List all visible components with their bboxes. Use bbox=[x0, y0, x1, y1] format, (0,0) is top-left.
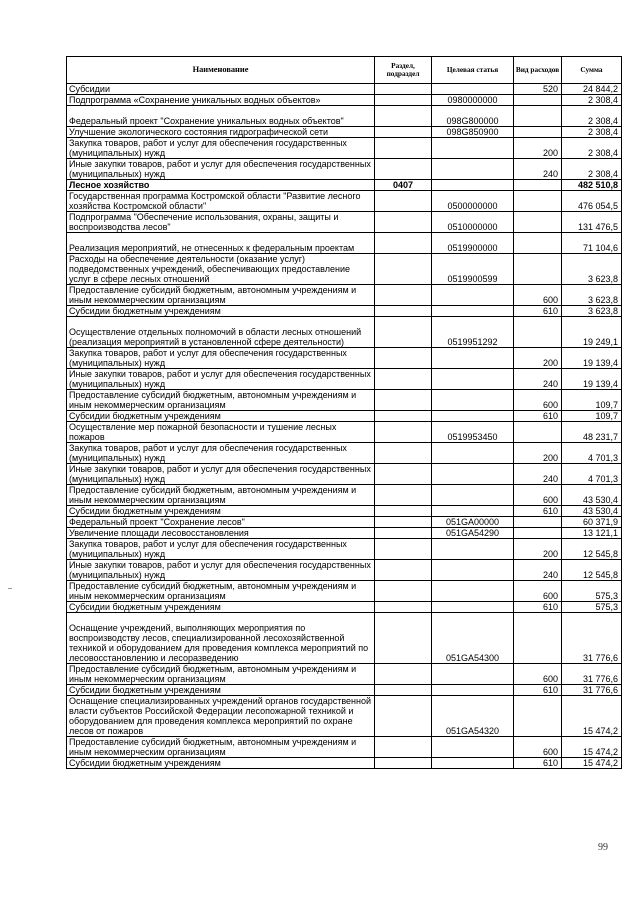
cell-name: Закупка товаров, работ и услуг для обеспечения государственных (муниципальных) нужд bbox=[67, 539, 375, 560]
cell-sum: 4 701,3 bbox=[562, 443, 622, 464]
table-row bbox=[67, 84, 622, 95]
cell-sum: 2 308,4 bbox=[562, 106, 622, 127]
table-row bbox=[67, 517, 622, 528]
cell-article: 0519953450 bbox=[432, 422, 514, 443]
cell-sum: 19 249,1 bbox=[562, 317, 622, 348]
cell-name: Субсидии бюджетным учреждениям bbox=[67, 411, 375, 422]
cell-section bbox=[375, 737, 432, 758]
cell-section bbox=[375, 191, 432, 212]
cell-type bbox=[514, 613, 562, 664]
cell-section bbox=[375, 422, 432, 443]
header-name: Наименование bbox=[67, 57, 375, 84]
cell-article bbox=[432, 560, 514, 581]
table-row bbox=[67, 159, 622, 180]
table-row bbox=[67, 369, 622, 390]
table-row bbox=[67, 422, 622, 443]
cell-type: 240 bbox=[514, 159, 562, 180]
cell-sum: 2 308,4 bbox=[562, 127, 622, 138]
cell-name: Улучшение экологического состояния гидрографической сети bbox=[67, 127, 375, 138]
cell-sum: 2 308,4 bbox=[562, 95, 622, 106]
header-row bbox=[67, 57, 622, 84]
cell-sum: 2 308,4 bbox=[562, 138, 622, 159]
header-section: Раздел, подраздел bbox=[375, 57, 432, 84]
cell-name: Осуществление мер пожарной безопасности и тушение лесных пожаров bbox=[67, 422, 375, 443]
cell-section bbox=[375, 517, 432, 528]
table-row bbox=[67, 560, 622, 581]
cell-sum: 24 844,2 bbox=[562, 84, 622, 95]
cell-name: Государственная программа Костромской области "Развитие лесного хозяйства Костромской области" bbox=[67, 191, 375, 212]
cell-section bbox=[375, 464, 432, 485]
cell-type: 200 bbox=[514, 348, 562, 369]
cell-type bbox=[514, 212, 562, 233]
cell-type: 610 bbox=[514, 506, 562, 517]
cell-section bbox=[375, 254, 432, 285]
cell-type bbox=[514, 517, 562, 528]
cell-article bbox=[432, 506, 514, 517]
cell-type bbox=[514, 95, 562, 106]
cell-section bbox=[375, 506, 432, 517]
cell-type: 200 bbox=[514, 539, 562, 560]
cell-sum: 60 371,9 bbox=[562, 517, 622, 528]
cell-name: Субсидии бюджетным учреждениям bbox=[67, 758, 375, 769]
cell-sum: 15 474,2 bbox=[562, 737, 622, 758]
cell-name: Субсидии bbox=[67, 84, 375, 95]
cell-sum: 12 545,8 bbox=[562, 560, 622, 581]
cell-sum: 43 530,4 bbox=[562, 485, 622, 506]
cell-type: 600 bbox=[514, 737, 562, 758]
cell-type: 600 bbox=[514, 581, 562, 602]
cell-sum: 13 121,1 bbox=[562, 528, 622, 539]
cell-section bbox=[375, 696, 432, 737]
cell-article: 051GA00000 bbox=[432, 517, 514, 528]
cell-name: Реализация мероприятий, не отнесенных к федеральным проектам bbox=[67, 233, 375, 254]
cell-sum: 109,7 bbox=[562, 411, 622, 422]
cell-section bbox=[375, 664, 432, 685]
cell-article: 051GA54290 bbox=[432, 528, 514, 539]
cell-name: Закупка товаров, работ и услуг для обеспечения государственных (муниципальных) нужд bbox=[67, 443, 375, 464]
cell-sum: 12 545,8 bbox=[562, 539, 622, 560]
table-row bbox=[67, 233, 622, 254]
cell-name: Субсидии бюджетным учреждениям bbox=[67, 685, 375, 696]
cell-section bbox=[375, 581, 432, 602]
cell-type: 200 bbox=[514, 443, 562, 464]
cell-section bbox=[375, 369, 432, 390]
cell-article: 098G800000 bbox=[432, 106, 514, 127]
cell-type: 600 bbox=[514, 664, 562, 685]
cell-article bbox=[432, 485, 514, 506]
cell-sum: 476 054,5 bbox=[562, 191, 622, 212]
page-number: 99 bbox=[598, 842, 608, 853]
cell-article bbox=[432, 306, 514, 317]
cell-type: 600 bbox=[514, 390, 562, 411]
cell-article bbox=[432, 180, 514, 191]
table-row bbox=[67, 180, 622, 191]
table-row bbox=[67, 506, 622, 517]
cell-sum: 31 776,6 bbox=[562, 685, 622, 696]
cell-sum: 71 104,6 bbox=[562, 233, 622, 254]
cell-section bbox=[375, 485, 432, 506]
cell-section bbox=[375, 212, 432, 233]
cell-name: Подпрограмма "Обеспечение использования, охраны, защиты и воспроизводства лесов" bbox=[67, 212, 375, 233]
budget-table bbox=[66, 56, 622, 769]
table-row bbox=[67, 106, 622, 127]
cell-type: 520 bbox=[514, 84, 562, 95]
table-row bbox=[67, 696, 622, 737]
cell-section bbox=[375, 602, 432, 613]
cell-article: 0980000000 bbox=[432, 95, 514, 106]
cell-type bbox=[514, 127, 562, 138]
cell-article bbox=[432, 664, 514, 685]
table-row bbox=[67, 685, 622, 696]
table-row bbox=[67, 138, 622, 159]
cell-article: 0510000000 bbox=[432, 212, 514, 233]
cell-article bbox=[432, 539, 514, 560]
cell-sum: 575,3 bbox=[562, 602, 622, 613]
cell-name: Закупка товаров, работ и услуг для обеспечения государственных (муниципальных) нужд bbox=[67, 138, 375, 159]
cell-type bbox=[514, 191, 562, 212]
cell-section bbox=[375, 159, 432, 180]
cell-article: 0519951292 bbox=[432, 317, 514, 348]
cell-type: 600 bbox=[514, 485, 562, 506]
cell-sum: 3 623,8 bbox=[562, 306, 622, 317]
cell-section bbox=[375, 233, 432, 254]
cell-sum: 15 474,2 bbox=[562, 696, 622, 737]
cell-type: 610 bbox=[514, 685, 562, 696]
cell-sum: 482 510,8 bbox=[562, 180, 622, 191]
cell-name: Субсидии бюджетным учреждениям bbox=[67, 506, 375, 517]
cell-section bbox=[375, 685, 432, 696]
cell-name: Федеральный проект "Сохранение лесов" bbox=[67, 517, 375, 528]
cell-section bbox=[375, 95, 432, 106]
cell-name: Оснащение специализированных учреждений органов государственной власти субъектов Российской Федерации лесопожарной техникой и оборудованием для проведения комплекса мероприятий по охране лесов от пожаров bbox=[67, 696, 375, 737]
cell-type: 610 bbox=[514, 411, 562, 422]
cell-sum: 4 701,3 bbox=[562, 464, 622, 485]
table-row bbox=[67, 528, 622, 539]
table-body bbox=[67, 84, 622, 769]
table-row bbox=[67, 212, 622, 233]
cell-name: Федеральный проект "Сохранение уникальных водных объектов" bbox=[67, 106, 375, 127]
table-row bbox=[67, 191, 622, 212]
cell-article: 0519900599 bbox=[432, 254, 514, 285]
cell-name: Подпрограмма «Сохранение уникальных водных объектов» bbox=[67, 95, 375, 106]
cell-article: 0500000000 bbox=[432, 191, 514, 212]
cell-type bbox=[514, 696, 562, 737]
cell-article bbox=[432, 138, 514, 159]
cell-name: Иные закупки товаров, работ и услуг для обеспечения государственных (муниципальных) нужд bbox=[67, 560, 375, 581]
cell-name: Осуществление отдельных полномочий в области лесных отношений (реализация мероприятий в установленной сфере деятельности) bbox=[67, 317, 375, 348]
table-row bbox=[67, 581, 622, 602]
table-row bbox=[67, 602, 622, 613]
cell-name: Предоставление субсидий бюджетным, автономным учреждениям и иным некоммерческим организациям bbox=[67, 737, 375, 758]
cell-article bbox=[432, 84, 514, 95]
cell-section bbox=[375, 348, 432, 369]
table-row bbox=[67, 285, 622, 306]
table-row bbox=[67, 664, 622, 685]
cell-section bbox=[375, 285, 432, 306]
margin-mark bbox=[8, 588, 12, 589]
cell-section bbox=[375, 84, 432, 95]
cell-name: Иные закупки товаров, работ и услуг для обеспечения государственных (муниципальных) нужд bbox=[67, 369, 375, 390]
cell-article bbox=[432, 464, 514, 485]
cell-section bbox=[375, 390, 432, 411]
cell-sum: 48 231,7 bbox=[562, 422, 622, 443]
cell-sum: 31 776,6 bbox=[562, 613, 622, 664]
cell-type: 240 bbox=[514, 464, 562, 485]
cell-section bbox=[375, 613, 432, 664]
cell-type: 240 bbox=[514, 369, 562, 390]
cell-article bbox=[432, 390, 514, 411]
cell-name: Лесное хозяйство bbox=[67, 180, 375, 191]
cell-article bbox=[432, 685, 514, 696]
cell-article bbox=[432, 369, 514, 390]
cell-name: Иные закупки товаров, работ и услуг для обеспечения государственных (муниципальных) нужд bbox=[67, 159, 375, 180]
cell-section bbox=[375, 127, 432, 138]
cell-type: 200 bbox=[514, 138, 562, 159]
cell-name: Предоставление субсидий бюджетным, автономным учреждениям и иным некоммерческим организациям bbox=[67, 485, 375, 506]
cell-article: 0519900000 bbox=[432, 233, 514, 254]
cell-sum: 19 139,4 bbox=[562, 369, 622, 390]
cell-sum: 131 476,5 bbox=[562, 212, 622, 233]
cell-type bbox=[514, 528, 562, 539]
cell-section bbox=[375, 106, 432, 127]
cell-name: Закупка товаров, работ и услуг для обеспечения государственных (муниципальных) нужд bbox=[67, 348, 375, 369]
cell-name: Субсидии бюджетным учреждениям bbox=[67, 306, 375, 317]
cell-sum: 3 623,8 bbox=[562, 285, 622, 306]
cell-article bbox=[432, 758, 514, 769]
cell-article bbox=[432, 443, 514, 464]
table-row bbox=[67, 464, 622, 485]
table-row bbox=[67, 95, 622, 106]
table-row bbox=[67, 411, 622, 422]
cell-sum: 3 623,8 bbox=[562, 254, 622, 285]
table-row bbox=[67, 127, 622, 138]
cell-name: Предоставление субсидий бюджетным, автономным учреждениям и иным некоммерческим организациям bbox=[67, 581, 375, 602]
cell-section bbox=[375, 317, 432, 348]
cell-section bbox=[375, 758, 432, 769]
cell-type bbox=[514, 254, 562, 285]
cell-sum: 19 139,4 bbox=[562, 348, 622, 369]
cell-sum: 2 308,4 bbox=[562, 159, 622, 180]
cell-name: Оснащение учреждений, выполняющих мероприятия по воспроизводству лесов, специализированной лесохозяйственной техникой и оборудованием для проведения комплекса мероприятий по лесовосстановлению и лесоразведению bbox=[67, 613, 375, 664]
header-type: Вид расходов bbox=[514, 57, 562, 84]
table-row bbox=[67, 443, 622, 464]
header-article: Целевая статья bbox=[432, 57, 514, 84]
cell-section bbox=[375, 138, 432, 159]
cell-type bbox=[514, 106, 562, 127]
cell-section bbox=[375, 560, 432, 581]
table-row bbox=[67, 390, 622, 411]
table-row bbox=[67, 485, 622, 506]
table-row bbox=[67, 306, 622, 317]
cell-name: Предоставление субсидий бюджетным, автономным учреждениям и иным некоммерческим организациям bbox=[67, 285, 375, 306]
table-row bbox=[67, 758, 622, 769]
cell-name: Увеличение площади лесовосстановления bbox=[67, 528, 375, 539]
cell-article bbox=[432, 159, 514, 180]
cell-section bbox=[375, 539, 432, 560]
cell-section bbox=[375, 306, 432, 317]
cell-article bbox=[432, 737, 514, 758]
table-row bbox=[67, 254, 622, 285]
cell-section bbox=[375, 528, 432, 539]
cell-sum: 43 530,4 bbox=[562, 506, 622, 517]
cell-sum: 15 474,2 bbox=[562, 758, 622, 769]
cell-name: Субсидии бюджетным учреждениям bbox=[67, 602, 375, 613]
table-row bbox=[67, 317, 622, 348]
cell-sum: 31 776,6 bbox=[562, 664, 622, 685]
cell-article: 051GA54320 bbox=[432, 696, 514, 737]
cell-sum: 109,7 bbox=[562, 390, 622, 411]
cell-article bbox=[432, 602, 514, 613]
header-sum: Сумма bbox=[562, 57, 622, 84]
table-row bbox=[67, 737, 622, 758]
cell-type: 610 bbox=[514, 758, 562, 769]
cell-type bbox=[514, 233, 562, 254]
cell-section: 0407 bbox=[375, 180, 432, 191]
table-header bbox=[67, 57, 622, 84]
cell-section bbox=[375, 411, 432, 422]
cell-type bbox=[514, 180, 562, 191]
table-row bbox=[67, 539, 622, 560]
cell-article: 051GA54300 bbox=[432, 613, 514, 664]
cell-type bbox=[514, 317, 562, 348]
cell-article bbox=[432, 581, 514, 602]
table-row bbox=[67, 613, 622, 664]
cell-section bbox=[375, 443, 432, 464]
cell-name: Иные закупки товаров, работ и услуг для обеспечения государственных (муниципальных) нужд bbox=[67, 464, 375, 485]
cell-name: Расходы на обеспечение деятельности (оказание услуг) подведомственных учреждений, обеспечивающих предоставление услуг в сфере лесных отношений bbox=[67, 254, 375, 285]
table-row bbox=[67, 348, 622, 369]
cell-name: Предоставление субсидий бюджетным, автономным учреждениям и иным некоммерческим организациям bbox=[67, 664, 375, 685]
cell-article: 098G850900 bbox=[432, 127, 514, 138]
cell-type: 600 bbox=[514, 285, 562, 306]
cell-type: 240 bbox=[514, 560, 562, 581]
cell-sum: 575,3 bbox=[562, 581, 622, 602]
cell-type: 610 bbox=[514, 306, 562, 317]
cell-type: 610 bbox=[514, 602, 562, 613]
cell-type bbox=[514, 422, 562, 443]
cell-name: Предоставление субсидий бюджетным, автономным учреждениям и иным некоммерческим организациям bbox=[67, 390, 375, 411]
cell-article bbox=[432, 411, 514, 422]
cell-article bbox=[432, 285, 514, 306]
cell-article bbox=[432, 348, 514, 369]
